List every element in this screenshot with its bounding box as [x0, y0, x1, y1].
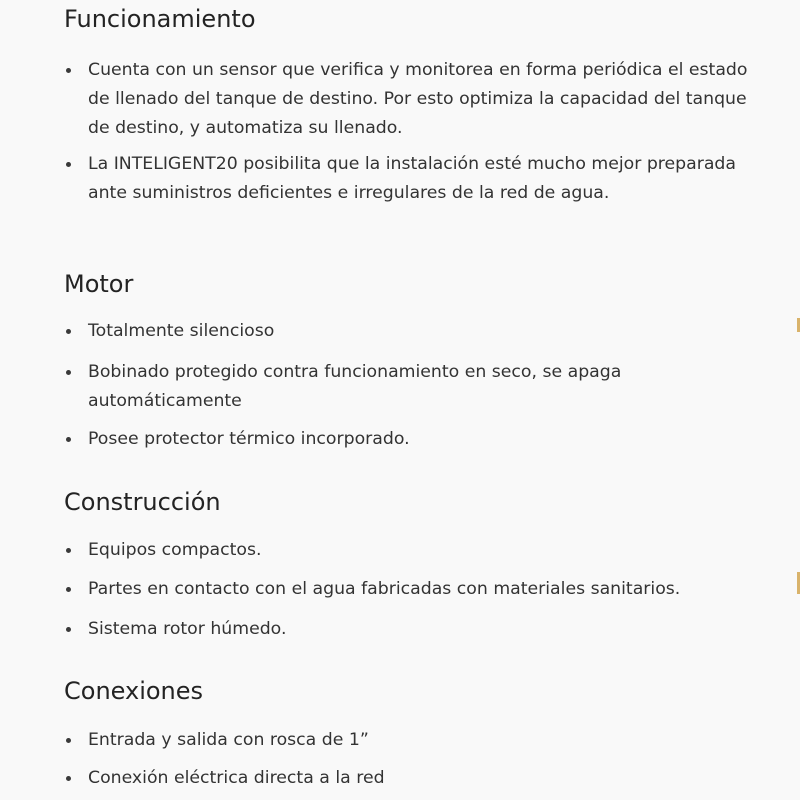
list-item: Totalmente silencioso — [88, 317, 768, 346]
list-item: Bobinado protegido contra funcionamiento en seco, se apaga automáticamente — [88, 358, 768, 416]
section-title-construccion: Construcción — [64, 488, 221, 516]
list-item: Conexión eléctrica directa a la red — [88, 764, 768, 793]
list-item: Posee protector térmico incorporado. — [88, 425, 768, 454]
list-item: Entrada y salida con rosca de 1” — [88, 726, 768, 755]
list-item: Sistema rotor húmedo. — [88, 615, 768, 644]
list-item: Cuenta con un sensor que verifica y monitorea en forma periódica el estado de llenado del tanque de destino. Por esto optimiza la capacidad del tanque de destino, y automatiza su llenado. — [88, 56, 768, 143]
list-item: Equipos compactos. — [88, 536, 768, 565]
section-title-conexiones: Conexiones — [64, 677, 204, 705]
section-title-motor: Motor — [64, 270, 134, 298]
list-item: Partes en contacto con el agua fabricadas con materiales sanitarios. — [88, 575, 768, 604]
section-title-funcionamiento: Funcionamiento — [64, 5, 256, 33]
list-item: La INTELIGENT20 posibilita que la instalación esté mucho mejor preparada ante suministros deficientes e irregulares de la red de agua. — [88, 150, 768, 208]
